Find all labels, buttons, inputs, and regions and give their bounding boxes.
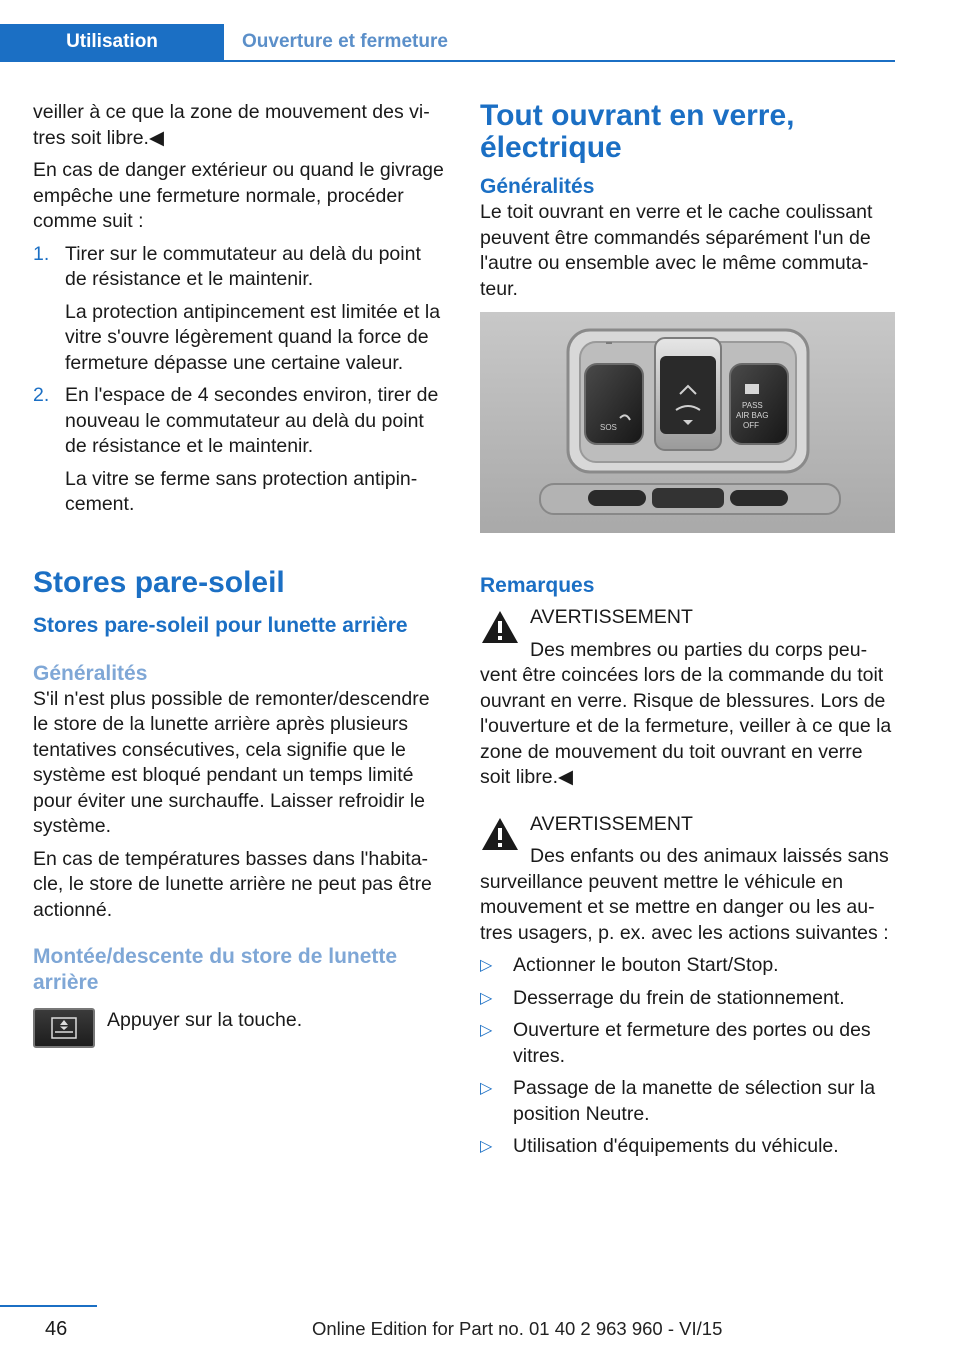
pass-label: PASS <box>742 401 763 410</box>
rear-blind-key-icon <box>33 1008 95 1048</box>
left-column <box>33 100 447 1054</box>
actions-list <box>480 953 896 1160</box>
triangle-bullet-icon: ▷ <box>480 989 493 1007</box>
warning-triangle-icon <box>480 609 520 645</box>
heading-generalites-right: Généralités <box>480 175 595 198</box>
step-item <box>33 383 447 518</box>
warning-block <box>480 812 896 947</box>
step-subtext: La vitre se ferme sans protection antipincement. <box>65 467 418 515</box>
page-number: 46 <box>45 1318 68 1340</box>
warning-title: AVERTISSEMENT <box>530 606 693 628</box>
warning-text: Des enfants ou des animaux laissés sans surveillance peuvent mettre le véhicule en mouvement et se mettre en danger ou les autres usagers, p. ex. avec les actions suivantes : <box>480 845 889 944</box>
triangle-bullet-icon: ▷ <box>480 957 493 974</box>
heading-toit-ouvrant: Tout ouvrant en verre, électrique <box>480 99 795 164</box>
key-instruction <box>33 1008 447 1054</box>
warning-block <box>480 605 896 791</box>
heading-stores-lunette: Stores pare-soleil pour lunette arrière <box>33 613 408 637</box>
header-rule <box>0 60 895 62</box>
warning-text: Des membres ou parties du corps peuvent être coincées lors de la commande du toit ouvrant en verre. Risque de blessures. Lors de l'ouverture et de la fermeture, veiller à ce que la zone de mouvement du toit ouvrant en verre soit libre.◀ <box>480 638 892 788</box>
generalites-paragraph-2: En cas de températures basses dans l'habitacle, le store de lunette arrière ne peut pas être actionné. <box>33 847 432 921</box>
list-item <box>480 1018 896 1069</box>
list-item-text: Utilisation d'équipements du véhicule. <box>513 1135 839 1157</box>
right-column <box>480 100 896 1167</box>
triangle-bullet-icon: ▷ <box>480 1080 493 1097</box>
step-text: En l'espace de 4 secondes environ, tirer de nouveau le commutateur au delà du point de résistance et le maintenir. <box>65 384 439 457</box>
intro-paragraph-2: En cas de danger extérieur ou quand le givrage empêche une fermeture normale, procéder comme suit : <box>33 159 444 232</box>
steps-list <box>33 242 447 518</box>
list-item <box>480 1076 896 1127</box>
warning-title: AVERTISSEMENT <box>530 812 693 835</box>
heading-generalites-left: Généralités <box>33 661 148 685</box>
list-item-text: Passage de la manette de sélection sur la position Neutre. <box>513 1077 876 1125</box>
roof-console-photo <box>480 312 895 533</box>
edition-note: Online Edition for Part no. 01 40 2 963 960 - VI/15 <box>312 1318 723 1339</box>
intro-paragraph-1: veiller à ce que la zone de mouvement des vitres soit libre.◀ <box>33 101 430 149</box>
step-item <box>33 242 447 377</box>
footer-rule <box>0 1305 97 1307</box>
step-number: 1. <box>33 242 50 265</box>
key-instruction-text: Appuyer sur la touche. <box>107 1009 303 1031</box>
triangle-bullet-icon: ▷ <box>480 1022 493 1039</box>
list-item-text: Actionner le bouton Start/Stop. <box>513 954 779 976</box>
warning-triangle-icon <box>480 816 520 852</box>
off-label: OFF <box>743 421 759 430</box>
step-text: Tirer sur le commutateur au delà du point de résistance et le maintenir. <box>65 242 421 290</box>
heading-montee-descente: Montée/descente du store de lunette arrière <box>33 945 398 994</box>
sos-label: SOS <box>600 423 617 432</box>
heading-stores: Stores pare-soleil <box>33 565 285 599</box>
list-item-text: Ouverture et fermeture des portes ou des vitres. <box>513 1019 871 1067</box>
generalites-paragraph-1: S'il n'est plus possible de remonter/descendre le store de la lunette arrière après plusieurs tentatives consécutives, cela signifie que le système est bloqué pendant un temps limité pour éviter une surchauffe. Laisser refroidir le système. <box>33 687 430 837</box>
list-item-text: Desserrage du frein de stationnement. <box>513 986 845 1009</box>
section-tab-active: Utilisation <box>0 24 224 60</box>
toit-generalites-paragraph: Le toit ouvrant en verre et le cache coulissant peuvent être commandés séparément l'un de l'autre ou ensemble avec le même commutateur. <box>480 201 873 300</box>
list-item <box>480 953 896 979</box>
section-tab-inactive: Ouverture et fermeture <box>242 31 448 52</box>
triangle-bullet-icon: ▷ <box>480 1138 493 1155</box>
list-item <box>480 1134 896 1160</box>
step-number: 2. <box>33 384 50 406</box>
page-header <box>0 24 895 62</box>
step-subtext: La protection antipincement est limitée et la vitre s'ouvre légèrement quand la force de fermeture dépasse une certaine valeur. <box>65 300 441 374</box>
list-item <box>480 986 896 1012</box>
airbag-label: AIR BAG <box>736 411 769 420</box>
heading-remarques: Remarques <box>480 574 595 597</box>
